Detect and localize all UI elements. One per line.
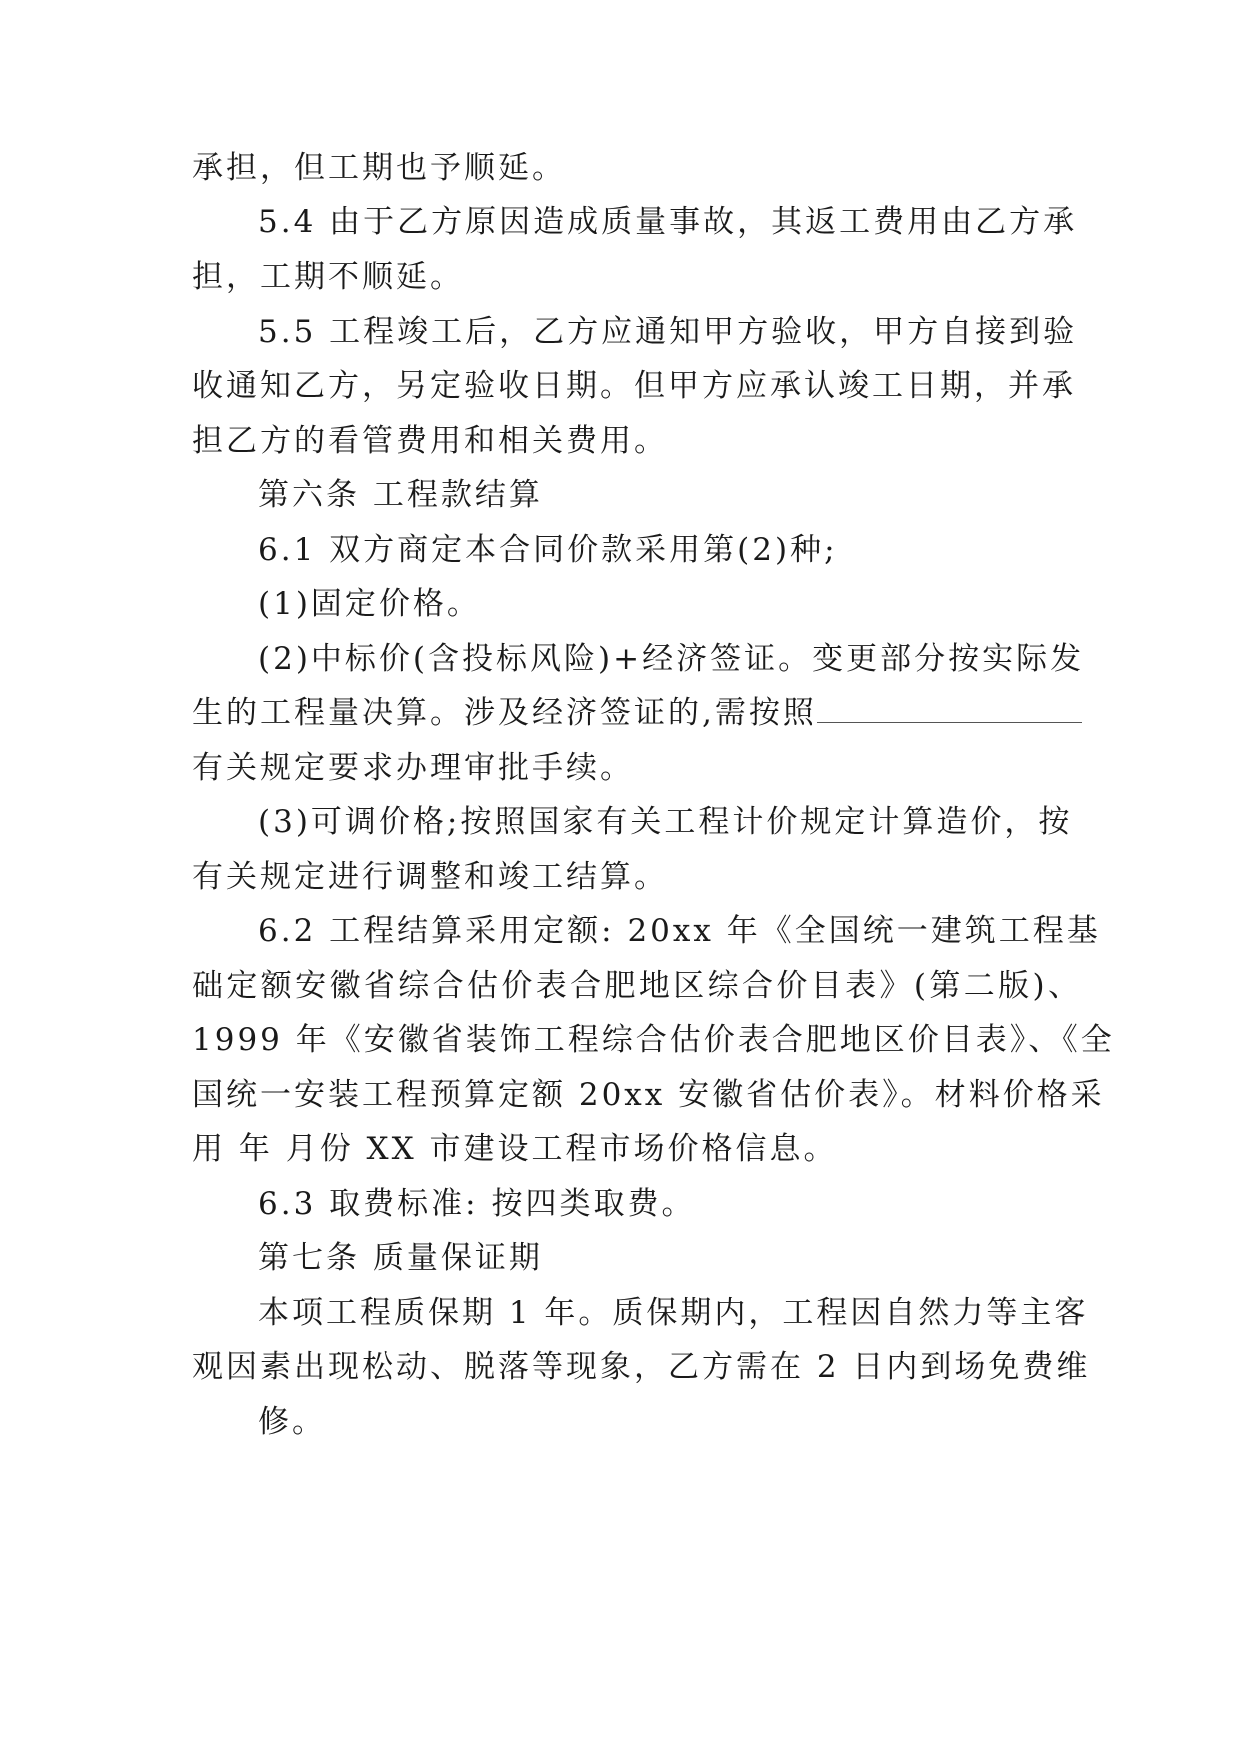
text-line: 承担，但工期也予顺延。 [192, 150, 566, 186]
section-heading: 第七条 质量保证期 [258, 1240, 543, 1276]
text-line-with-blank [192, 691, 1062, 735]
text-line: 本项工程质保期 1 年。质保期内，工程因自然力等主客 [258, 1295, 1089, 1331]
section-heading: 第六条 工程款结算 [258, 477, 543, 513]
text-line: 用 年 月份 XX 市建设工程市场价格信息。 [192, 1131, 838, 1167]
text-line: 1999 年《安徽省装饰工程综合估价表合肥地区价目表》、《全 [192, 1022, 1115, 1058]
text-line: (1)固定价格。 [258, 586, 481, 622]
text-line: 有关规定要求办理审批手续。 [192, 750, 634, 786]
text-line: 5.4 由于乙方原因造成质量事故，其返工费用由乙方承 [258, 204, 1078, 240]
text-line: 5.5 工程竣工后，乙方应通知甲方验收，甲方自接到验 [258, 314, 1078, 350]
fill-in-blank[interactable] [817, 692, 1082, 723]
text-line: 础定额安徽省综合估价表合肥地区综合价目表》(第二版)、 [192, 968, 1082, 1004]
text-line: 6.1 双方商定本合同价款采用第(2)种; [258, 532, 838, 568]
text-line: (3)可调价格;按照国家有关工程计价规定计算造价，按 [258, 804, 1073, 840]
text-line: 观因素出现松动、脱落等现象，乙方需在 2 日内到场免费维 [192, 1349, 1091, 1385]
text-line: (2)中标价(含投标风险)+经济签证。变更部分按实际发 [258, 641, 1085, 677]
text-line: 6.2 工程结算采用定额: 20xx 年《全国统一建筑工程基 [258, 913, 1101, 949]
text-line: 国统一安装工程预算定额 20xx 安徽省估价表》。材料价格采 [192, 1077, 1105, 1113]
text-line: 担，工期不顺延。 [192, 259, 464, 295]
text-line: 收通知乙方，另定验收日期。但甲方应承认竣工日期，并承 [192, 368, 1076, 404]
text-line: 担乙方的看管费用和相关费用。 [192, 423, 668, 459]
text-line: 6.3 取费标准: 按四类取费。 [258, 1186, 696, 1222]
text-segment: 生的工程量决算。涉及经济签证的,需按照 [192, 695, 817, 731]
text-line: 有关规定进行调整和竣工结算。 [192, 859, 668, 895]
text-line: 修。 [258, 1404, 326, 1440]
